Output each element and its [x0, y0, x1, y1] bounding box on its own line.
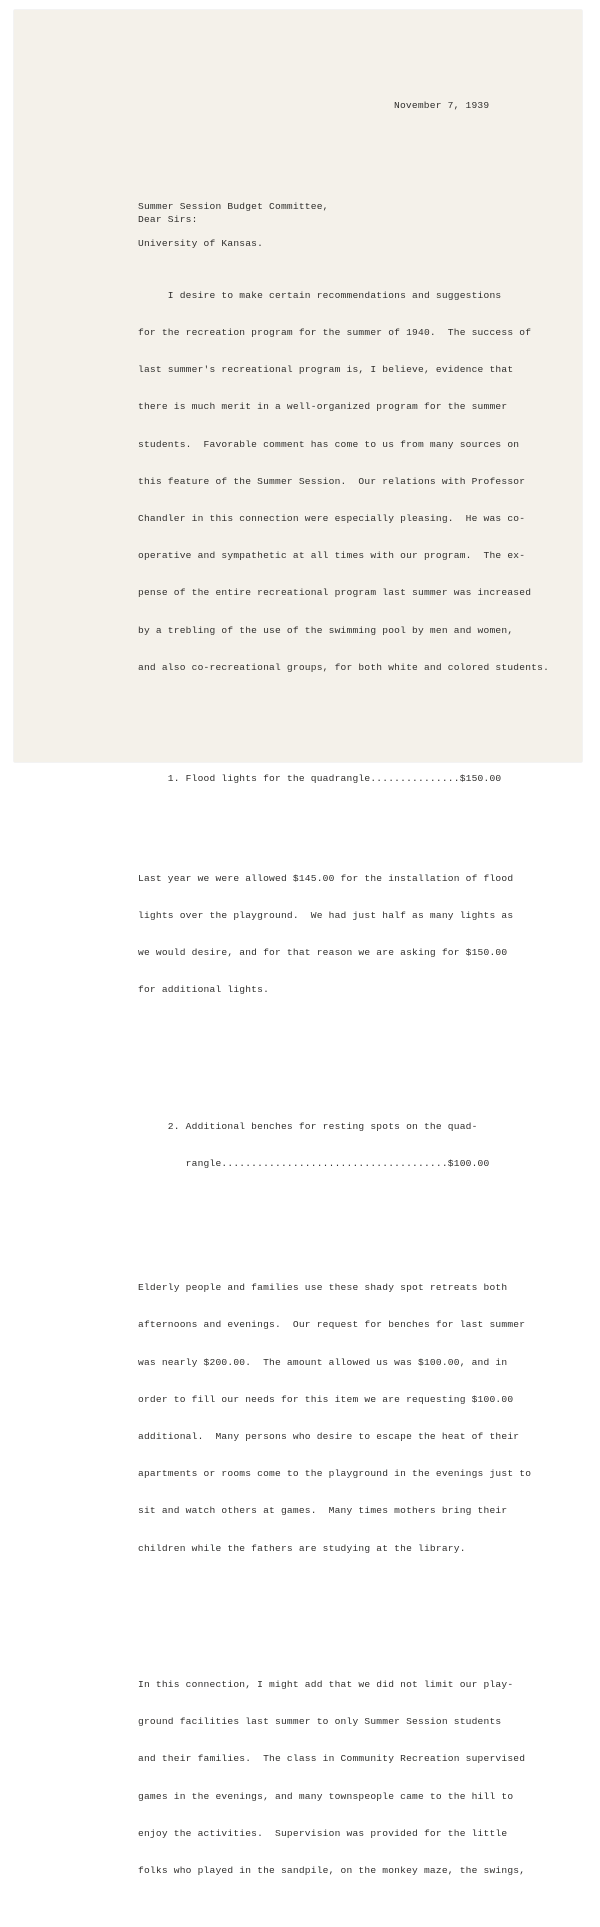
text-line: afternoons and evenings. Our request for benches for last summer — [138, 1319, 526, 1331]
text-line: Last year we were allowed $145.00 for the installation of flood — [138, 872, 514, 884]
text-line: by a trebling of the use of the swimming pool by men and women, — [138, 624, 514, 636]
text-line: we would desire, and for that reason we are asking for $150.00 — [138, 947, 508, 959]
text-line: folks who played in the sandpile, on the monkey maze, the swings, — [138, 1865, 526, 1877]
text-line: was nearly $200.00. The amount allowed us was $100.00, and in — [138, 1356, 508, 1368]
text-line: enjoy the activities. Supervision was provided for the little — [138, 1827, 508, 1839]
text-line: rangle......................................$100.00 — [138, 1158, 490, 1170]
text-line: additional. Many persons who desire to escape the heat of their — [138, 1430, 520, 1442]
text-line: there is much merit in a well-organized program for the summer — [138, 401, 508, 413]
letter-body — [138, 240, 549, 1927]
text-line: and also co-recreational groups, for both white and colored students. — [138, 661, 550, 673]
text-line: apartments or rooms come to the playground in the evenings just to — [138, 1468, 532, 1480]
text-line: 2. Additional benches for resting spots on the quad- — [138, 1120, 478, 1132]
text-line: pense of the entire recreational program last summer was increased — [138, 587, 532, 599]
item-1-paragraph — [138, 848, 549, 1022]
letter-page — [14, 10, 582, 1877]
text-line: students. Favorable comment has come to us from many sources on — [138, 438, 520, 450]
intro-paragraph — [138, 265, 549, 699]
item-2-paragraph — [138, 1257, 549, 1580]
text-line: children while the fathers are studying at the library. — [138, 1542, 466, 1554]
item-1-heading: 1. Flood lights for the quadrangle...............$150.00 — [138, 773, 502, 785]
text-line: I desire to make certain recommendations and suggestions — [138, 289, 502, 301]
closing-paragraph — [138, 1654, 549, 1902]
text-line: ground facilities last summer to only Summer Session students — [138, 1716, 502, 1728]
address-line: Summer Session Budget Committee, — [138, 200, 329, 212]
letter-date: November 7, 1939 — [394, 100, 490, 111]
text-line: Elderly people and families use these shady spot retreats both — [138, 1282, 508, 1294]
text-line: and their families. The class in Community Recreation supervised — [138, 1753, 526, 1765]
text-line: lights over the playground. We had just half as many lights as — [138, 909, 514, 921]
text-line: last summer's recreational program is, I believe, evidence that — [138, 364, 514, 376]
text-line: In this connection, I might add that we did not limit our play- — [138, 1679, 514, 1691]
text-line: for additional lights. — [138, 984, 270, 996]
text-line: for the recreation program for the summer of 1940. The success of — [138, 326, 532, 338]
text-line: this feature of the Summer Session. Our relations with Professor — [138, 475, 526, 487]
salutation: Dear Sirs: — [138, 214, 198, 225]
text-line: Chandler in this connection were especially pleasing. He was co- — [138, 512, 526, 524]
item-2-heading — [138, 1096, 549, 1195]
address-line: University of Kansas. — [138, 238, 264, 250]
text-line: games in the evenings, and many townspeople came to the hill to — [138, 1790, 514, 1802]
text-line: sit and watch others at games. Many times mothers bring their — [138, 1505, 508, 1517]
text-line: order to fill our needs for this item we are requesting $100.00 — [138, 1393, 514, 1405]
text-line: operative and sympathetic at all times with our program. The ex- — [138, 550, 526, 562]
